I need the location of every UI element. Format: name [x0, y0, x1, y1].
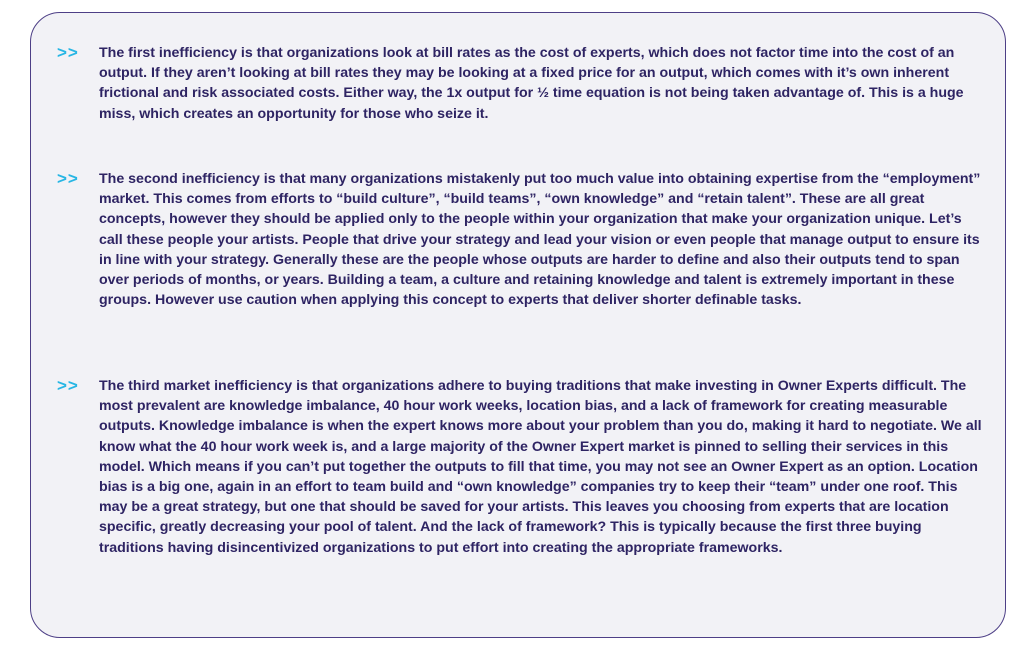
list-item [57, 376, 987, 558]
paragraph-first-inefficiency: The first inefficiency is that organizations look at bill rates as the cost of experts, which does not factor time into the cost of an output. If they aren’t looking at bill rates they may be looking at a fixed price for an output, which comes with it’s own inherent frictional and risk associated costs. Either way, the 1x output for ½ time equation is not being taken advantage of. This is a huge miss, which creates an opportunity for those who seize it. [99, 45, 964, 122]
double-chevron-icon: >> [57, 43, 79, 62]
paragraph-third-inefficiency: The third market inefficiency is that organizations adhere to buying traditions that make investing in Owner Experts difficult. The most prevalent are knowledge imbalance, 40 hour work weeks, location bias, and a lack of framework for creating measurable outputs. Knowledge imbalance is when the expert knows more about your problem than you do, making it hard to negotiate. We all know what the 40 hour work week is, and a large majority of the Owner Expert market is pinned to selling their services in this model. Which means if you can’t put together the outputs to fill that time, you may not see an Owner Expert as an option. Location bias is a big one, again in an effort to team build and “own knowledge” companies try to keep their “team” under one roof. This may be a great strategy, but one that should be saved for your artists. This leaves you choosing from experts that are location specific, greatly decreasing your pool of talent. And the lack of framework? This is typically because the first three buying traditions having disincentivized organizations to put effort into creating the appropriate frameworks. [99, 378, 982, 556]
list-item [57, 169, 987, 310]
paragraph-second-inefficiency: The second inefficiency is that many organizations mistakenly put too much value into obtaining expertise from the “employment” market. This comes from efforts to “build culture”, “build teams”, “own knowledge” and “retain talent”. These are all great concepts, however they should be applied only to the people within your organization that make your organization unique. Let’s call these people your artists. People that drive your strategy and lead your vision or even people that manage output to ensure its in line with your strategy. Generally these are the people whose outputs are harder to define and also their outputs tend to span over periods of months, or years. Building a team, a culture and retaining knowledge and talent is extremely important in these groups. However use caution when applying this concept to experts that deliver shorter definable tasks. [99, 171, 981, 309]
double-chevron-icon: >> [57, 376, 79, 395]
content-card [30, 12, 1006, 638]
double-chevron-icon: >> [57, 169, 79, 188]
list-item [57, 43, 987, 124]
